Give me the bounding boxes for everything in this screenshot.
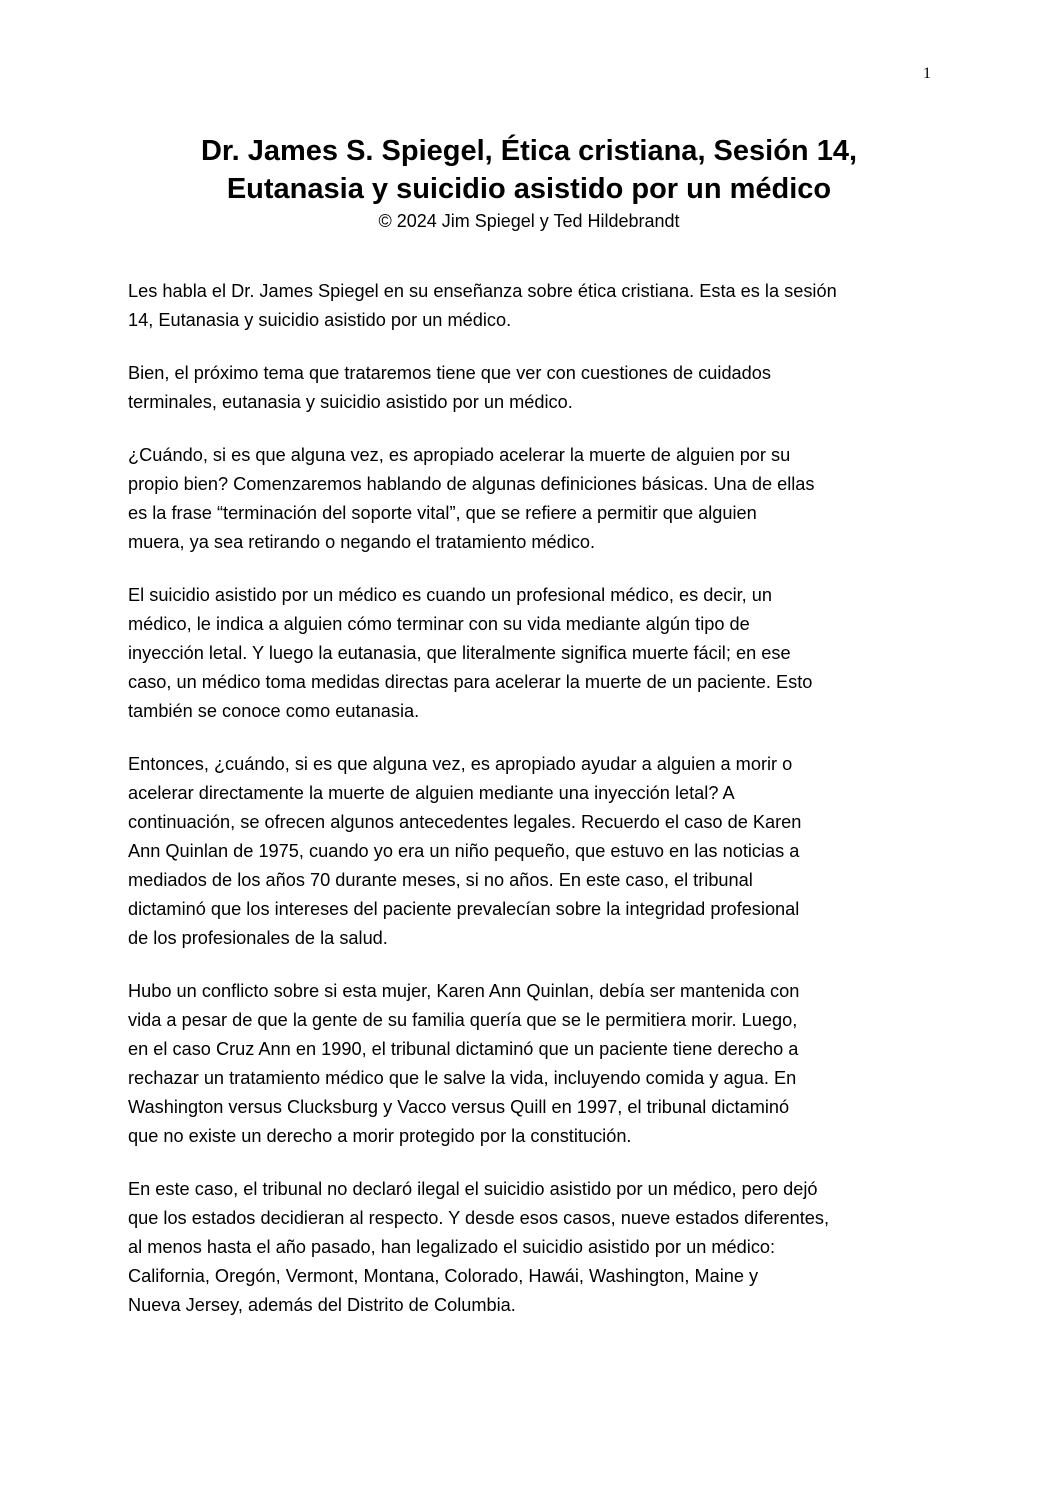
paragraph-4 xyxy=(128,581,948,726)
document-title-line-2: Eutanasia y suicidio asistido por un médico xyxy=(226,173,832,205)
text-line: al menos hasta el año pasado, han legalizado el suicidio asistido por un médico: xyxy=(128,1237,776,1257)
text-line: Washington versus Clucksburg y Vacco versus Quill en 1997, el tribunal dictaminó xyxy=(128,1097,790,1117)
text-line: Bien, el próximo tema que trataremos tiene que ver con cuestiones de cuidados xyxy=(128,363,771,383)
text-line: En este caso, el tribunal no declaró ilegal el suicidio asistido por un médico, pero dejó xyxy=(128,1179,818,1199)
text-line: acelerar directamente la muerte de alguien mediante una inyección letal? A xyxy=(128,783,735,803)
text-line: Les habla el Dr. James Spiegel en su enseñanza sobre ética cristiana. Esta es la sesión xyxy=(128,281,837,301)
text-line: terminales, eutanasia y suicidio asistido por un médico. xyxy=(128,392,573,412)
document-body xyxy=(128,277,948,1344)
text-line: muera, ya sea retirando o negando el tratamiento médico. xyxy=(128,532,596,552)
page-number: 1 xyxy=(923,65,931,82)
document-header xyxy=(0,132,1058,233)
text-line: propio bien? Comenzaremos hablando de algunas definiciones básicas. Una de ellas xyxy=(128,474,815,494)
copyright-notice: © 2024 Jim Spiegel y Ted Hildebrandt xyxy=(378,211,680,231)
text-line: Hubo un conflicto sobre si esta mujer, Karen Ann Quinlan, debía ser mantenida con xyxy=(128,981,800,1001)
text-line: rechazar un tratamiento médico que le salve la vida, incluyendo comida y agua. En xyxy=(128,1068,797,1088)
text-line: El suicidio asistido por un médico es cuando un profesional médico, es decir, un xyxy=(128,585,773,605)
paragraph-6 xyxy=(128,977,948,1151)
paragraph-7 xyxy=(128,1175,948,1320)
paragraph-3 xyxy=(128,441,948,557)
text-line: en el caso Cruz Ann en 1990, el tribunal dictaminó que un paciente tiene derecho a xyxy=(128,1039,799,1059)
text-line: mediados de los años 70 durante meses, si no años. En este caso, el tribunal xyxy=(128,870,753,890)
text-line: ¿Cuándo, si es que alguna vez, es apropiado acelerar la muerte de alguien por su xyxy=(128,445,791,465)
text-line: médico, le indica a alguien cómo terminar con su vida mediante algún tipo de xyxy=(128,614,750,634)
text-line: también se conoce como eutanasia. xyxy=(128,701,420,721)
text-line: California, Oregón, Vermont, Montana, Colorado, Hawái, Washington, Maine y xyxy=(128,1266,759,1286)
text-line: inyección letal. Y luego la eutanasia, que literalmente significa muerte fácil; en ese xyxy=(128,643,791,663)
text-line: Entonces, ¿cuándo, si es que alguna vez, es apropiado ayudar a alguien a morir o xyxy=(128,754,793,774)
text-line: caso, un médico toma medidas directas para acelerar la muerte de un paciente. Esto xyxy=(128,672,813,692)
text-line: vida a pesar de que la gente de su familia quería que se le permitiera morir. Luego, xyxy=(128,1010,798,1030)
paragraph-1 xyxy=(128,277,948,335)
text-line: continuación, se ofrecen algunos antecedentes legales. Recuerdo el caso de Karen xyxy=(128,812,802,832)
text-line: de los profesionales de la salud. xyxy=(128,928,388,948)
document-title-line-1: Dr. James S. Spiegel, Ética cristiana, Sesión 14, xyxy=(200,135,858,167)
paragraph-5 xyxy=(128,750,948,953)
text-line: Ann Quinlan de 1975, cuando yo era un niño pequeño, que estuvo en las noticias a xyxy=(128,841,800,861)
text-line: es la frase “terminación del soporte vital”, que se refiere a permitir que alguien xyxy=(128,503,757,523)
text-line: Nueva Jersey, además del Distrito de Columbia. xyxy=(128,1295,516,1315)
paragraph-2 xyxy=(128,359,948,417)
text-line: dictaminó que los intereses del paciente prevalecían sobre la integridad profesional xyxy=(128,899,800,919)
text-line: que los estados decidieran al respecto. Y desde esos casos, nueve estados diferentes, xyxy=(128,1208,830,1228)
text-line: 14, Eutanasia y suicidio asistido por un médico. xyxy=(128,310,512,330)
text-line: que no existe un derecho a morir protegido por la constitución. xyxy=(128,1126,632,1146)
